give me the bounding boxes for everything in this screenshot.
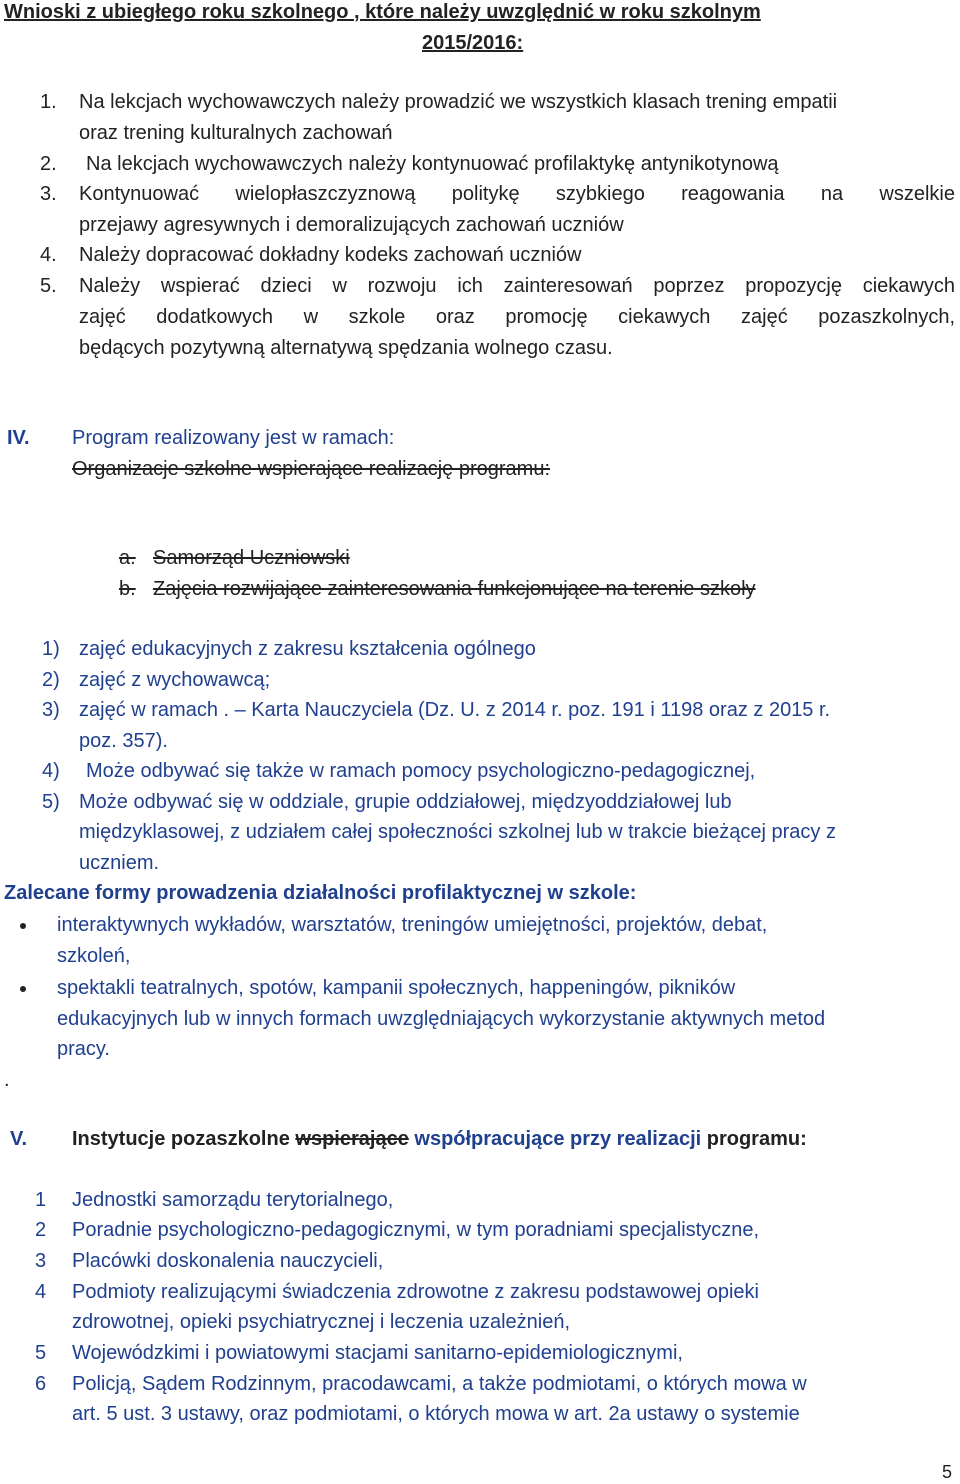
list-item-number: 3. bbox=[40, 183, 57, 205]
list-item-text: Kontynuować wielopłaszczyznową politykę szybkiego reagowania na wszelkie bbox=[79, 183, 955, 205]
section-v-title-part1: Instytucje pozaszkolne bbox=[72, 1128, 290, 1150]
list-item-number: 3) bbox=[42, 699, 60, 721]
list-item-number: 2. bbox=[40, 153, 57, 175]
list-item-text: Na lekcjach wychowawczych należy kontynuować profilaktykę antynikotynową bbox=[86, 153, 779, 175]
section-iv-struck-title: Organizacje szkolne wspierające realizację programu: bbox=[72, 458, 550, 480]
list-item-text: Jednostki samorządu terytorialnego, bbox=[72, 1189, 394, 1211]
trailing-dot: . bbox=[4, 1069, 10, 1091]
list-item-text: Policją, Sądem Rodzinnym, pracodawcami, a także podmiotami, o których mowa w bbox=[72, 1373, 807, 1395]
list-item-text: zajęć w ramach . – Karta Nauczyciela (Dz. U. z 2014 r. poz. 191 i 1198 oraz z 2015 r. bbox=[79, 699, 831, 721]
section-iv-numeral: IV. bbox=[7, 427, 30, 449]
list-item-text: Na lekcjach wychowawczych należy prowadzić we wszystkich klasach trening empatii bbox=[79, 91, 838, 113]
list-item-text: zajęć z wychowawcą; bbox=[79, 669, 271, 691]
list-item-text: międzyklasowej, z udziałem całej społeczności szkolnej lub w trakcie bieżącej pracy z bbox=[79, 821, 836, 843]
section-v-title-part2: programu: bbox=[706, 1128, 807, 1150]
forms-heading: Zalecane formy prowadzenia działalności profilaktycznej w szkole: bbox=[4, 882, 637, 904]
list-item-text: poz. 357). bbox=[79, 730, 168, 752]
list-item-text: Może odbywać się w oddziale, grupie oddziałowej, międzyoddziałowej lub bbox=[79, 791, 732, 813]
list-item-number: 1. bbox=[40, 91, 57, 113]
conclusions-heading-line2: 2015/2016: bbox=[422, 32, 524, 54]
list-item-text: Poradnie psychologiczno-pedagogicznymi, w tym poradniami specjalistyczne, bbox=[72, 1219, 760, 1241]
struck-item-text: Zajęcia rozwijające zainteresowania funkcjonujące na terenie szkoły bbox=[153, 578, 756, 600]
list-item-text: spektakli teatralnych, spotów, kampanii społecznych, happeningów, pikników bbox=[57, 977, 736, 999]
list-item-text: edukacyjnych lub w innych formach uwzględniających wykorzystanie aktywnych metod bbox=[57, 1008, 826, 1030]
list-item-text: pracy. bbox=[57, 1038, 110, 1060]
struck-item-marker: b. bbox=[119, 578, 136, 600]
list-item-number: 3 bbox=[35, 1250, 47, 1272]
section-v-numeral: V. bbox=[10, 1128, 28, 1150]
list-item-text: Placówki doskonalenia nauczycieli, bbox=[72, 1250, 384, 1272]
list-item-text: zajęć dodatkowych w szkole oraz promocję ciekawych zajęć pozaszkolnych, bbox=[79, 306, 955, 328]
list-item-text: art. 5 ust. 3 ustawy, oraz podmiotami, o których mowa w art. 2a ustawy o systemie bbox=[72, 1403, 800, 1425]
conclusions-heading-line1: Wnioski z ubiegłego roku szkolnego , które należy uwzględnić w roku szkolnym bbox=[4, 1, 761, 23]
list-item-text: uczniem. bbox=[79, 852, 160, 874]
list-item-number: 5. bbox=[40, 275, 57, 297]
struck-item-marker: a. bbox=[119, 547, 136, 569]
list-item-text: szkoleń, bbox=[57, 945, 131, 967]
list-item-number: 4 bbox=[35, 1281, 47, 1303]
section-iv-title: Program realizowany jest w ramach: bbox=[72, 427, 395, 449]
list-item-text: Podmioty realizującymi świadczenia zdrowotne z zakresu podstawowej opieki bbox=[72, 1281, 759, 1303]
list-item-text: będących pozytywną alternatywą spędzania wolnego czasu. bbox=[79, 337, 613, 359]
bullet-icon bbox=[20, 923, 26, 929]
list-item-number: 5) bbox=[42, 791, 60, 813]
section-v-title bbox=[72, 1127, 807, 1151]
list-item-number: 2 bbox=[35, 1219, 47, 1241]
list-item-number: 2) bbox=[42, 669, 60, 691]
list-item-text: interaktywnych wykładów, warsztatów, treningów umiejętności, projektów, debat, bbox=[57, 914, 768, 936]
list-item-text: Należy dopracować dokładny kodeks zachowań uczniów bbox=[79, 244, 582, 266]
list-item-number: 5 bbox=[35, 1342, 47, 1364]
list-item-text: oraz trening kulturalnych zachowań bbox=[79, 122, 393, 144]
list-item-text: Należy wspierać dzieci w rozwoju ich zainteresowań poprzez propozycję ciekawych bbox=[79, 275, 955, 297]
list-item-number: 4) bbox=[42, 760, 60, 782]
list-item-number: 6 bbox=[35, 1373, 47, 1395]
list-item-number: 4. bbox=[40, 244, 57, 266]
list-item-number: 1) bbox=[42, 638, 60, 660]
list-item-text: zajęć edukacyjnych z zakresu kształcenia ogólnego bbox=[79, 638, 536, 660]
struck-item-text: Samorząd Uczniowski bbox=[153, 547, 350, 569]
list-item-text: przejawy agresywnych i demoralizujących zachowań uczniów bbox=[79, 214, 624, 236]
bullet-icon bbox=[20, 986, 26, 992]
list-item-text: zdrowotnej, opieki psychiatrycznej i leczenia uzależnień, bbox=[72, 1311, 571, 1333]
list-item-text: Wojewódzkimi i powiatowymi stacjami sanitarno-epidemiologicznymi, bbox=[72, 1342, 683, 1364]
list-item-text: Może odbywać się także w ramach pomocy psychologiczno-pedagogicznej, bbox=[86, 760, 756, 782]
section-v-title-struck: wspierające bbox=[295, 1128, 409, 1150]
page-number: 5 bbox=[942, 1462, 953, 1482]
list-item-number: 1 bbox=[35, 1189, 47, 1211]
section-v-title-blue: współpracujące przy realizacji bbox=[414, 1128, 702, 1150]
